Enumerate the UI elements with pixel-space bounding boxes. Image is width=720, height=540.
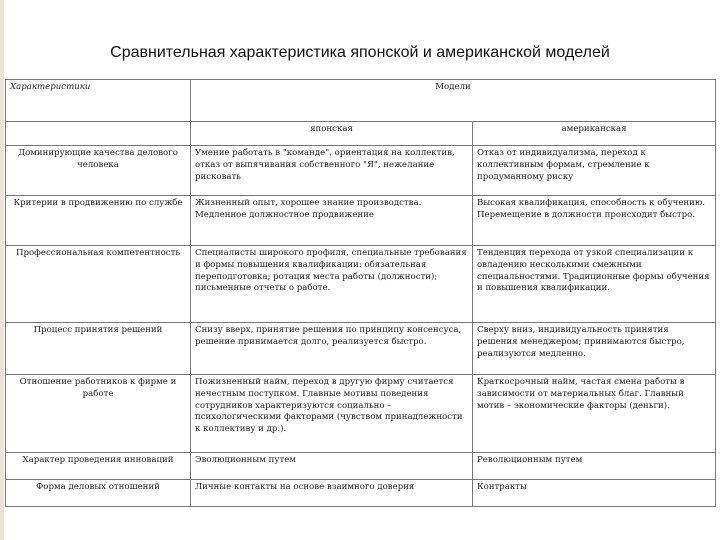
row-criterion: Отношение работников к фирме и работе	[6, 375, 191, 453]
header-row-top	[6, 80, 716, 122]
row-criterion: Доминирующие качества делового человека	[6, 146, 191, 196]
row-criterion: Форма деловых отношений	[6, 480, 191, 507]
row-american: Революционным путем	[473, 453, 716, 480]
row-japanese: Эволюционным путем	[191, 453, 473, 480]
row-japanese: Личные контакты на основе взаимного доверия	[191, 480, 473, 507]
header-empty-cell	[6, 122, 191, 146]
row-american: Контракты	[473, 480, 716, 507]
row-criterion: Профессиональная компетентность	[6, 246, 191, 323]
header-japanese: японская	[191, 122, 473, 146]
comparison-table	[5, 79, 716, 507]
header-characteristics: Характеристики	[6, 80, 191, 122]
table-row	[6, 196, 716, 246]
row-criterion: Критерии в продвижению по службе	[6, 196, 191, 246]
table-row	[6, 246, 716, 323]
row-american: Тенденция перехода от узкой специализации к овладению несколькими смежными специальностями. Традиционные формы обучения и повышения квалификации.	[473, 246, 716, 323]
table-row	[6, 323, 716, 375]
table-row	[6, 453, 716, 480]
row-american: Высокая квалификация, способность к обучению. Перемещение в должности происходит быстро.	[473, 196, 716, 246]
table-row	[6, 480, 716, 507]
table-row	[6, 375, 716, 453]
left-border-strip	[0, 0, 4, 540]
page-title: Сравнительная характеристика японской и американской моделей	[110, 44, 610, 61]
row-japanese: Умение работать в "команде", ориентация на коллектив, отказ от выпячивания собственного "Я", нежелание рисковать	[191, 146, 473, 196]
row-japanese: Пожизненный найм, переход в другую фирму считается нечестным поступком. Главные мотивы поведения сотрудников характеризуются социально – психологическими факторами (чувством принадлежности к коллективу и др.).	[191, 375, 473, 453]
header-row-sub	[6, 122, 716, 146]
row-japanese: Специалисты широкого профиля, специальные требования и формы повышения квалификации: обязательная переподготовка; ротация места работы (должности); письменные отчеты о работе.	[191, 246, 473, 323]
table-row	[6, 146, 716, 196]
row-american: Отказ от индивидуализма, переход к коллективным формам, стремление к продуманному риску	[473, 146, 716, 196]
header-american: американская	[473, 122, 716, 146]
row-criterion: Характер проведения инноваций	[6, 453, 191, 480]
row-american: Сверху вниз, индивидуальность принятия решения менеджером; принимаются быстро, реализуются медленно.	[473, 323, 716, 375]
row-japanese: Жизненный опыт, хорошее знание производства. Медленное должностное продвижение	[191, 196, 473, 246]
row-american: Краткосрочный найм, частая смена работы в зависимости от материальных благ. Главный мотив – экономические факторы (деньги).	[473, 375, 716, 453]
row-japanese: Снизу вверх, принятие решения по принципу консенсуса, решение принимается долго, реализуется быстро.	[191, 323, 473, 375]
row-criterion: Процесс принятия решений	[6, 323, 191, 375]
header-models: Модели	[191, 80, 716, 122]
